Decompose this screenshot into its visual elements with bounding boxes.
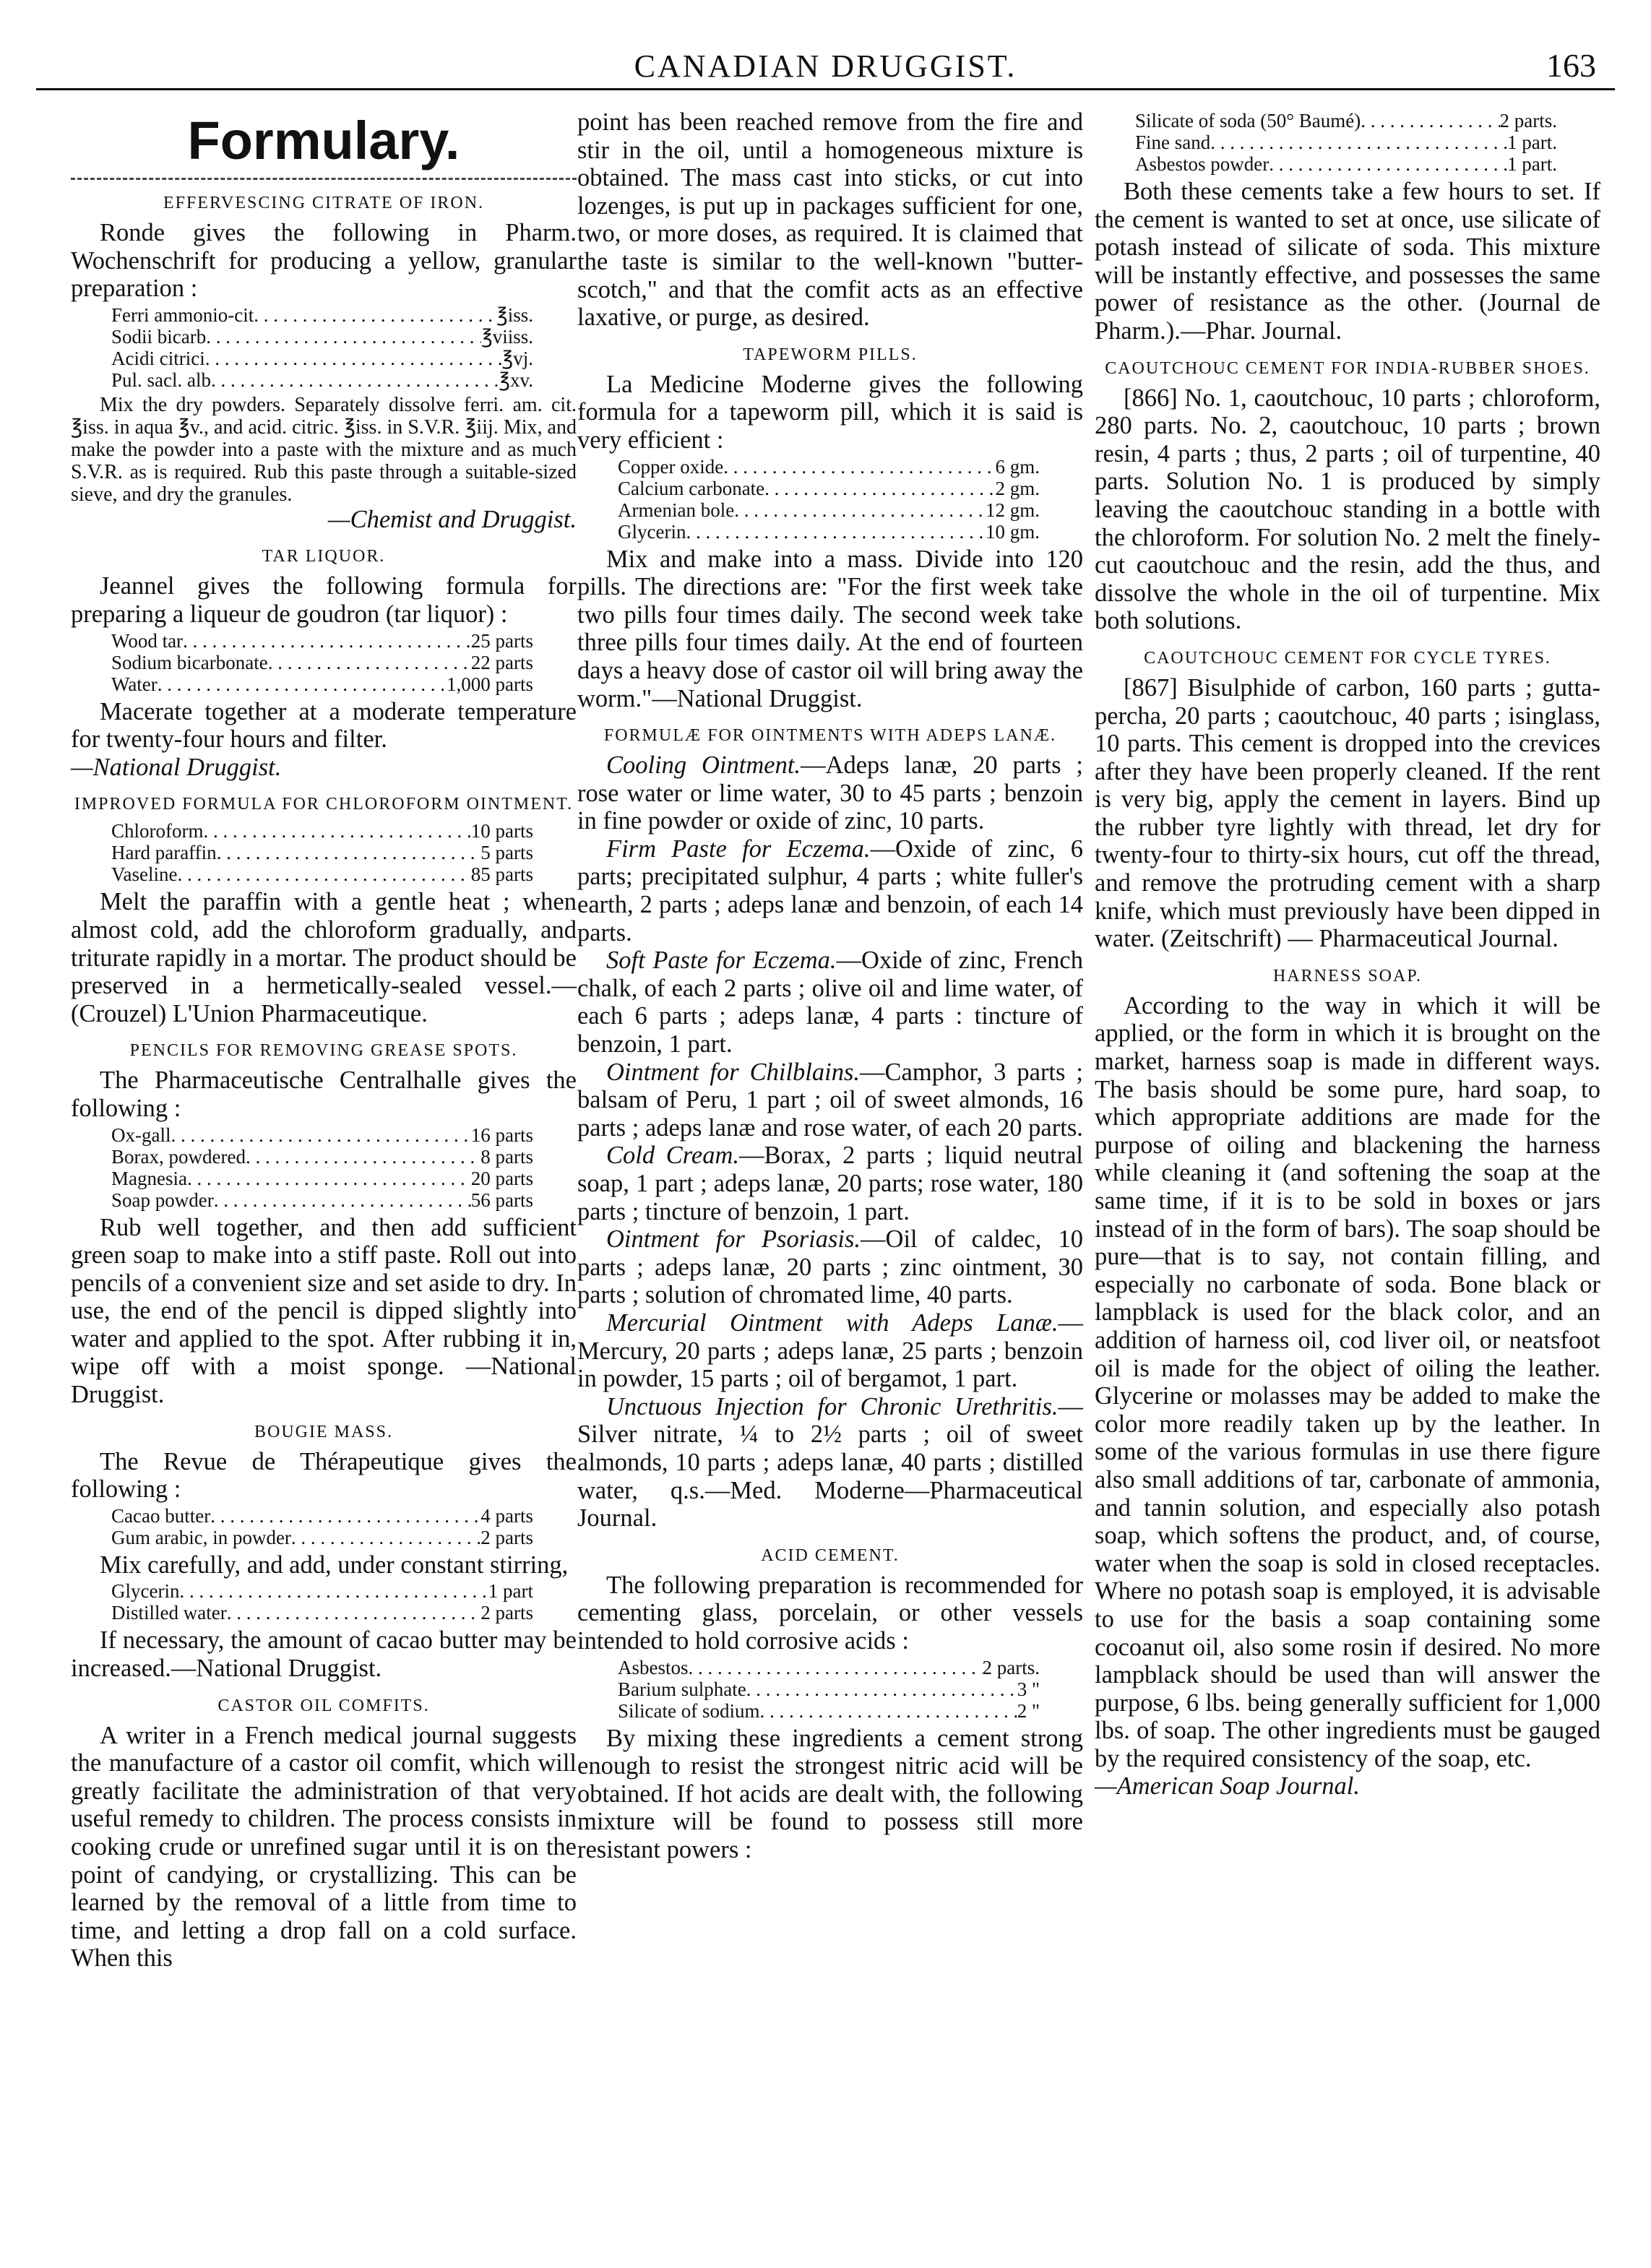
heading-harness-soap: HARNESS SOAP. — [1272, 966, 1423, 986]
body-text: [867] Bisulphide of carbon, 160 parts ; gutta-percha, 20 parts ; caoutchouc, 40 parts ; isinglass, 10 parts. This cement is dropped into the crevices after they have been properly cleaned. If the rent is very big, apply the cement in layers. Bind up the rubber tyre lightly with thread, let dry for twenty-four to thirty-six hours, cut off the thread, and remove the protruding cement with a sharp knife, which must previously have been dipped in water. (Zeitschrift) — Pharmaceutical Journal. — [1095, 673, 1600, 953]
heading-acid-cement: ACID CEMENT. — [761, 1545, 900, 1565]
ingredient-row: Distilled water . . . 2 parts — [71, 1602, 577, 1624]
intro-text: La Medicine Moderne gives the following formula for a tapeworm pill, which it is said is very efficient : — [577, 370, 1083, 454]
ingredient-row: Glycerin . . . 1 part — [71, 1580, 577, 1602]
column-2 — [577, 108, 1083, 1863]
body-text: Mix and make into a mass. Divide into 120 pills. The directions are: "For the first week take two pills four times daily. The second week take three pills four times daily. At the end of fourteen days a heavy dose of castor oil will bring away the worm."—National Druggist. — [577, 545, 1083, 712]
body-text: Macerate together at a moderate temperature for twenty-four hours and filter. — [71, 697, 577, 754]
heading-tar-liquor: TAR LIQUOR. — [262, 547, 386, 566]
source-credit: —National Druggist. — [71, 753, 282, 781]
formula-item: Unctuous Injection for Chronic Urethritis.—Silver nitrate, ¼ to 2½ parts ; oil of sweet almonds, 10 parts ; adeps lanæ, 40 parts ; distilled water, q.s.—Med. Moderne—Pharmaceutical Journal. — [577, 1392, 1083, 1532]
body-text: Melt the paraffin with a gentle heat ; when almost cold, add the chloroform gradually, and triturate rapidly in a mortar. The product should be preserved in a hermetically-sealed vessel.—(Crouzel) L'Union Pharmaceutique. — [71, 888, 577, 1027]
ingredient-row: Gum arabic, in powder . . . 2 parts — [71, 1527, 577, 1548]
ingredient-row: Asbestos powder . . . 1 part. — [1095, 153, 1600, 175]
ingredient-row: Armenian bole . . . 12 gm. — [577, 499, 1083, 521]
ingredient-row: Silicate of soda (50° Baumé) . . . 2 parts. — [1095, 110, 1600, 131]
page-number: 163 — [1546, 47, 1596, 84]
intro-text: The following preparation is recommended for cementing glass, porcelain, or other vessels intended to hold corrosive acids : — [577, 1571, 1083, 1655]
ingredient-row: Calcium carbonate . . . 2 gm. — [577, 478, 1083, 499]
ingredient-row: Cacao butter . . . 4 parts — [71, 1505, 577, 1527]
ingredient-row: Pul. sacl. alb . . . ℥xv. — [71, 369, 577, 391]
page-header — [43, 42, 1608, 85]
ingredient-list — [71, 630, 577, 695]
heading-adeps-lanae-ointments: FORMULÆ FOR OINTMENTS WITH ADEPS LANÆ. — [603, 726, 1057, 746]
ingredient-list — [71, 820, 577, 885]
formula-item: Ointment for Psoriasis.—Oil of caldec, 10 parts ; adeps lanæ, 20 parts ; zinc ointment, 30 parts ; solution of chromated lime, 40 parts. — [577, 1225, 1083, 1309]
body-text: A writer in a French medical journal suggests the manufacture of a castor oil comfit, which will greatly facilitate the administration of that very useful remedy to children. The process consists in cooking crude or unrefined sugar until it is on the point of candying, or crystallizing. This can be learned by the removal of a little from time to time, and letting a drop fall on a cold surface. When this — [71, 1721, 577, 1972]
running-title: CANADIAN DRUGGIST. — [634, 48, 1017, 84]
ingredient-row: Vaseline . . . 85 parts — [71, 863, 577, 885]
ingredient-list — [577, 1657, 1083, 1722]
formula-item: Cooling Ointment.—Adeps lanæ, 20 parts ; rose water or lime water, 30 to 45 parts ; benzoin in fine powder or oxide of zinc, 10 parts. — [577, 751, 1083, 835]
ingredient-row: Ferri ammonio-cit . . . ℥iss. — [71, 304, 577, 326]
heading-effervescing-citrate: EFFERVESCING CITRATE OF IRON. — [163, 194, 485, 212]
heading-cycle-tyre-cement: CAOUTCHOUC CEMENT FOR CYCLE TYRES. — [1144, 648, 1551, 668]
section-title: Formulary. — [187, 111, 460, 171]
title-divider — [71, 178, 577, 180]
ingredient-row: Copper oxide . . . 6 gm. — [577, 456, 1083, 478]
ingredient-row: Magnesia . . . 20 parts — [71, 1168, 577, 1189]
ingredient-row: Silicate of sodium . . . 2 " — [577, 1700, 1083, 1722]
body-text: If necessary, the amount of cacao butter may be increased.—National Druggist. — [71, 1626, 577, 1683]
ingredient-row: Soap powder . . . 56 parts — [71, 1189, 577, 1211]
heading-chloroform-ointment: IMPROVED FORMULA FOR CHLOROFORM OINTMENT. — [74, 795, 574, 814]
header-rule — [36, 88, 1615, 90]
ingredient-row: Water . . . 1,000 parts — [71, 673, 577, 695]
column-1 — [71, 108, 577, 1972]
ingredient-row: Borax, powdered . . . 8 parts — [71, 1146, 577, 1168]
ingredient-row: Wood tar . . . 25 parts — [71, 630, 577, 652]
note-text: Mix the dry powders. Separately dissolve ferri. am. cit. ℥iss. in aqua ℥v., and acid. citric. ℥iss. in S.V.R. ℥iij. Mix, and make the powder into a paste with the mixture and as much S.V.R. as is required. Rub this paste through a suitable-sized sieve, and dry the granules. — [71, 393, 577, 506]
column-3 — [1095, 108, 1600, 1801]
ingredient-row: Sodii bicarb . . . ℥viiss. — [71, 326, 577, 348]
ingredient-list — [71, 1505, 577, 1548]
ingredient-row: Barium sulphate . . . 3 " — [577, 1678, 1083, 1700]
heading-bougie-mass: BOUGIE MASS. — [254, 1422, 394, 1441]
heading-castor-oil-comfits: CASTOR OIL COMFITS. — [217, 1696, 430, 1715]
body-text: Both these cements take a few hours to set. If the cement is wanted to set at once, use silicate of potash instead of silicate of soda. This mixture will be instantly effective, and possesses the same power of resistance as the other. (Journal de Pharm.).—Phar. Journal. — [1095, 178, 1600, 345]
body-text: [866] No. 1, caoutchouc, 10 parts ; chloroform, 280 parts. No. 2, caoutchouc, 10 parts ; brown resin, 4 parts ; thus, 2 parts ; oil of turpentine, 40 parts. Solution No. 1 is produced by simply leaving the caoutchouc standing in a bottle with the chloroform. For solution No. 2 melt the finely-cut caoutchouc and the resin, add the thus, and dissolve the whole in the oil of turpentine. Mix both solutions. — [1095, 384, 1600, 635]
ingredient-row: Fine sand . . . 1 part. — [1095, 131, 1600, 153]
body-text: Rub well together, and then add sufficient green soap to make into a stiff paste. Roll out into pencils of a convenient size and set aside to dry. In use, the end of the pencil is dipped slightly into water and applied to the spot. After rubbing it in, wipe off with a moist sponge. —National Druggist. — [71, 1213, 577, 1409]
body-text: By mixing these ingredients a cement strong enough to resist the strongest nitric acid will be obtained. If hot acids are dealt with, the following mixture will be found to possess still more resistant powers : — [577, 1724, 1083, 1863]
body-text: According to the way in which it will be applied, or the form in which it is brought on the market, harness soap is made in different ways. The basis should be some pure, hard soap, to which appropriate additions are made for the purpose of oiling and blackening the harness while cleaning it (and softening the soap at the same time, if it is to be sold in boxes or jars instead of in the form of bars). The soap should be pure—that is to say, not contain filling, and especially no carbonate of soda. Bone black or lampblack is used for the black color, and an addition of harness oil, cod liver oil, or neatsfoot oil is made for the object of oiling the leather. Glycerine or molasses may be added to make the color more readily taken up by the leather. In some of the various formulas in use there figure also small additions of tar, carbonate of ammonia, and tannin solution, and especially also potash soap, which softens the product, and, of course, water when the soap is sold in closed receptacles. Where no potash soap is employed, it is advisable to use for the basis a soap containing some cocoanut oil, also some rosin if desired. No more lampblack should be used than will answer the purpose, 6 lbs. being generally sufficient for 1,000 lbs. of soap. The other ingredients must be gauged by the required consistency of the soap, etc. — [1095, 991, 1600, 1772]
body-text: Mix carefully, and add, under constant stirring, — [100, 1551, 569, 1579]
ingredient-list — [71, 304, 577, 391]
formula-item: Cold Cream.—Borax, 2 parts ; liquid neutral soap, 1 part ; adeps lanæ, 20 parts; rose water, 180 parts ; tincture of benzoin, 1 part. — [577, 1142, 1083, 1225]
ingredient-list — [71, 1580, 577, 1624]
formula-item: Soft Paste for Eczema.—Oxide of zinc, French chalk, of each 2 parts ; olive oil and lime water, of each 6 parts ; adeps lanæ, 4 parts : tincture of benzoin, 1 part. — [577, 947, 1083, 1058]
ingredient-row: Asbestos . . . 2 parts. — [577, 1657, 1083, 1678]
intro-text: Jeannel gives the following formula for preparing a liqueur de goudron (tar liquor) : — [71, 572, 577, 628]
ingredient-row: Chloroform . . . 10 parts — [71, 820, 577, 842]
source-credit: —American Soap Journal. — [1095, 1772, 1361, 1801]
source-credit: —Chemist and Druggist. — [327, 505, 577, 533]
heading-tapeworm-pills: TAPEWORM PILLS. — [743, 345, 918, 364]
heading-india-rubber-cement: CAOUTCHOUC CEMENT FOR INDIA-RUBBER SHOES. — [1105, 358, 1590, 378]
formula-item: Mercurial Ointment with Adeps Lanæ.—Mercury, 20 parts ; adeps lanæ, 25 parts ; benzoin in powder, 15 parts ; oil of bergamot, 1 part. — [577, 1308, 1083, 1393]
intro-text: The Revue de Thérapeutique gives the following : — [71, 1447, 577, 1504]
intro-text: The Pharmaceutische Centralhalle gives the following : — [71, 1066, 577, 1122]
formula-item: Firm Paste for Eczema.—Oxide of zinc, 6 parts; precipitated sulphur, 4 parts ; white fuller's earth, 2 parts ; adeps lanæ and benzoin, of each 14 parts. — [577, 835, 1083, 947]
ingredient-row: Glycerin . . . 10 gm. — [577, 521, 1083, 543]
ingredient-list — [577, 456, 1083, 543]
ingredient-row: Sodium bicarbonate . . . 22 parts — [71, 652, 577, 673]
ingredient-row: Hard paraffin . . . 5 parts — [71, 842, 577, 863]
ingredient-list — [71, 1124, 577, 1211]
formula-item: Ointment for Chilblains.—Camphor, 3 parts ; balsam of Peru, 1 part ; oil of sweet almonds, 16 parts ; adeps lanæ and rose water, of each 20 parts. — [577, 1058, 1084, 1142]
intro-text: Ronde gives the following in Pharm. Wochenschrift for producing a yellow, granular preparation : — [71, 219, 577, 303]
ingredient-row: Acidi citrici . . . ℥vj. — [71, 348, 577, 369]
heading-grease-pencils: PENCILS FOR REMOVING GREASE SPOTS. — [129, 1041, 518, 1061]
ingredient-row: Ox-gall . . . 16 parts — [71, 1124, 577, 1146]
ingredient-list — [1095, 110, 1600, 175]
body-text: point has been reached remove from the fire and stir in the oil, until a homogeneous mixture is obtained. The mass cast into sticks, or cut into lozenges, is put up in packages sufficient for one, two, or more doses, as required. It is claimed that the taste is similar to the well-known "butter-scotch," and that the comfit acts as an effective laxative, or purge, as desired. — [577, 108, 1083, 332]
